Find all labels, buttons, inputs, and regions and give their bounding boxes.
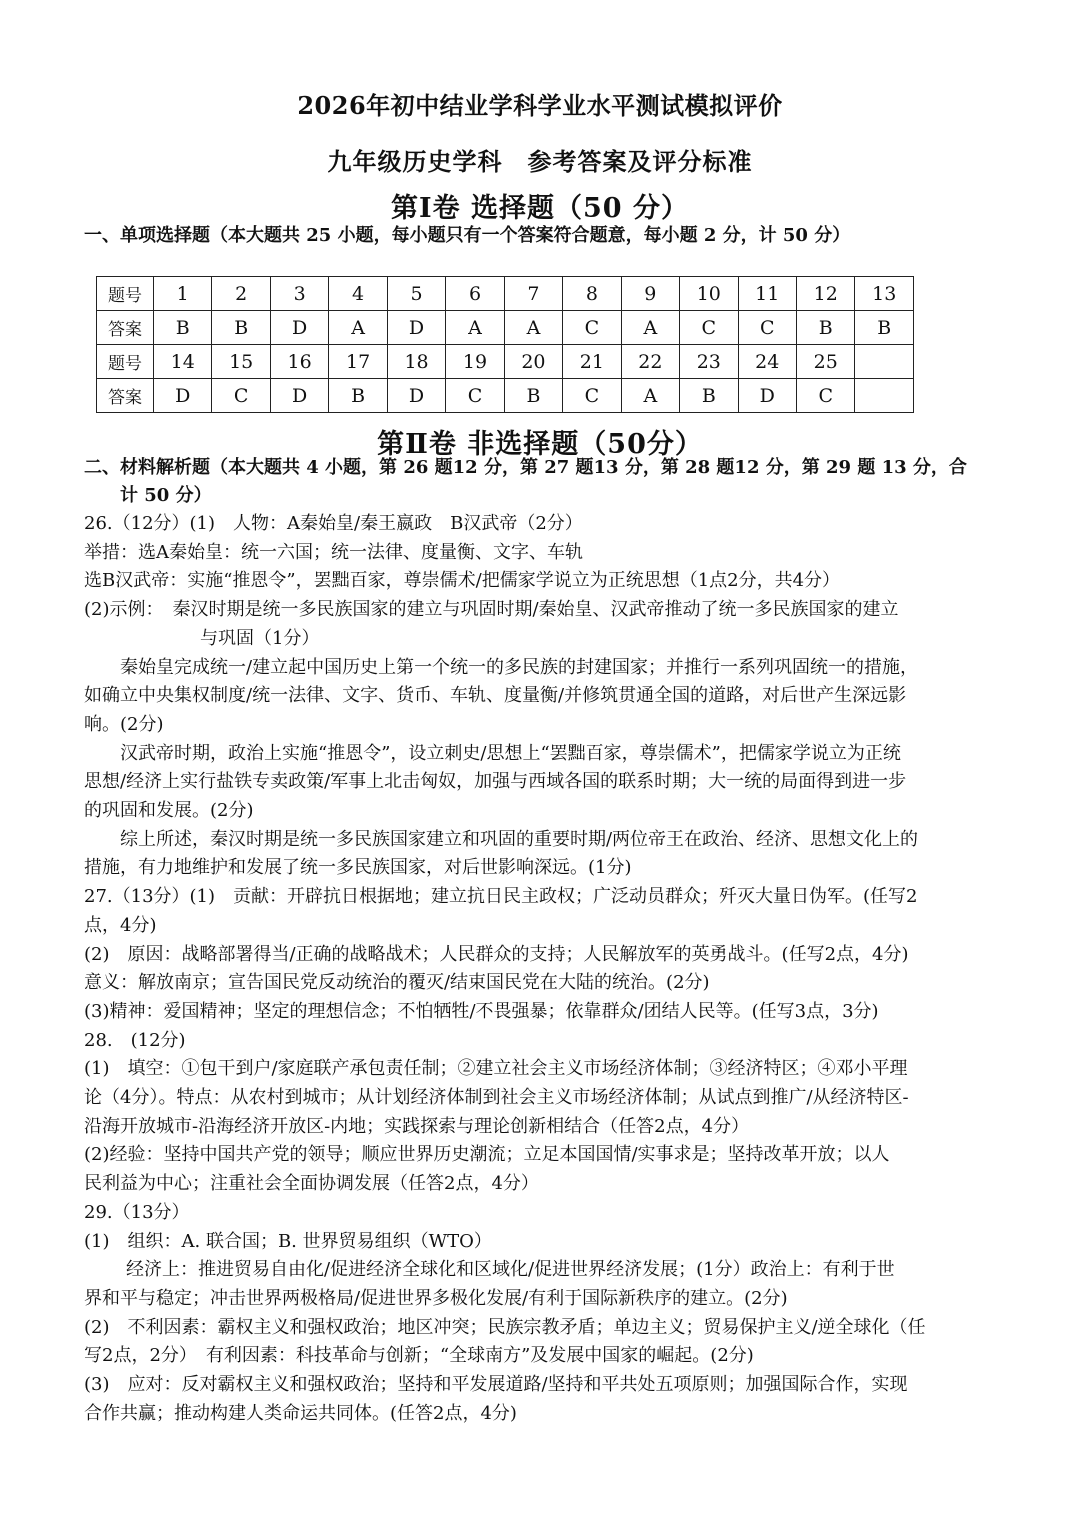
table-row (97, 311, 914, 345)
page-title: 2026年初中结业学科学业水平测试模拟评价 (297, 91, 783, 120)
question-number: 8 (563, 277, 621, 311)
question-number: 18 (387, 345, 445, 379)
answer-line: 合作共赢；推动构建人类命运共同体。(任答2点，4分) (84, 1402, 517, 1424)
question-number: 10 (680, 277, 738, 311)
answer-line: (2) 不利因素：霸权主义和强权政治；地区冲突；民族宗教矛盾；单边主义；贸易保护主义/逆全球化（任 (84, 1316, 926, 1338)
answer-line: 点，4分) (84, 914, 157, 936)
answer-line: 界和平与稳定；冲击世界两极格局/促进世界多极化发展/有利于国际新秩序的建立。(2分) (84, 1287, 788, 1309)
answer-line: (1) 组织：A. 联合国；B. 世界贸易组织（WTO） (84, 1230, 492, 1252)
answer-line: 如确立中央集权制度/统一法律、文字、货币、车轨、度量衡/并修筑贯通全国的道路，对后世产生深远影 (84, 685, 907, 707)
question-number: 19 (446, 345, 504, 379)
empty-cell (855, 345, 914, 379)
answer-cell: A (446, 311, 504, 345)
answer-body (84, 510, 976, 1429)
answer-cell: D (154, 379, 212, 413)
question-number: 2 (212, 277, 270, 311)
part2-instruction-line: 计 50 分） (120, 485, 212, 506)
part2-instruction (84, 454, 984, 510)
answer-cell: D (738, 379, 796, 413)
table-row (97, 379, 914, 413)
answer-line: 26.（12分）(1) 人物：A秦始皇/秦王嬴政 B汉武帝（2分） (84, 513, 583, 534)
answer-line: (2) 原因：战略部署得当/正确的战略战术；人民群众的支持；人民解放军的英勇战斗。(任写2点，4分) (84, 943, 909, 965)
answer-line: 27.（13分）(1) 贡献：开辟抗日根据地；建立抗日民主政权；广泛动员群众；歼灭大量日伪军。(任写2 (84, 886, 918, 908)
answer-cell: B (329, 379, 387, 413)
answer-line: 沿海开放城市-沿海经济开放区-内地；实践探索与理论创新相结合（任答2点，4分） (84, 1115, 750, 1137)
empty-cell (855, 379, 914, 413)
question-number: 1 (154, 277, 212, 311)
answer-line: 29.（13分） (84, 1201, 190, 1223)
answer-cell: B (504, 379, 562, 413)
answer-cell: C (212, 379, 270, 413)
question-number: 20 (504, 345, 562, 379)
table-row (97, 277, 914, 311)
answer-cell: A (621, 311, 679, 345)
table-row (97, 345, 914, 379)
part1-heading: 第Ⅰ卷 选择题（50 分） (390, 193, 689, 224)
question-number: 6 (446, 277, 504, 311)
row-label: 答案 (97, 379, 154, 413)
answer-cell: D (387, 311, 445, 345)
answer-cell: C (680, 311, 738, 345)
answer-line: (3)精神：爱国精神；坚定的理想信念；不怕牺牲/不畏强暴；依靠群众/团结人民等。(任写3点，3分) (84, 1000, 879, 1022)
answer-line: 响。(2分) (84, 713, 164, 735)
answer-line: (2)示例： 秦汉时期是统一多民族国家的建立与巩固时期/秦始皇、汉武帝推动了统一多民族国家的建立 (84, 599, 899, 621)
question-number: 21 (563, 345, 621, 379)
answer-line: 综上所述，秦汉时期是统一多民族国家建立和巩固的重要时期/两位帝王在政治、经济、思想文化上的 (120, 828, 919, 850)
row-label: 题号 (97, 345, 154, 379)
answer-cell: D (270, 311, 328, 345)
answer-line: 思想/经济上实行盐铁专卖政策/军事上北击匈奴，加强与西域各国的联系时期；大一统的局面得到进一步 (84, 771, 907, 793)
question-number: 12 (796, 277, 854, 311)
answer-line: 的巩固和发展。(2分) (84, 800, 254, 822)
answer-line: 选B汉武帝：实施“推恩令”，罢黜百家，尊崇儒术/把儒家学说立为正统思想（1点2分，共4分） (84, 570, 841, 592)
answer-cell: A (504, 311, 562, 345)
answer-line: (3) 应对：反对霸权主义和强权政治；坚持和平发展道路/坚持和平共处五项原则；加强国际合作，实现 (84, 1374, 908, 1396)
answer-line: 与巩固（1分） (200, 627, 320, 649)
answer-line: 汉武帝时期，政治上实施“推恩令”，设立刺史/思想上“罢黜百家，尊崇儒术”，把儒家学说立为正统 (120, 742, 901, 764)
answer-cell: C (446, 379, 504, 413)
answer-cell: C (563, 379, 621, 413)
answer-line: 民利益为中心；注重社会全面协调发展（任答2点，4分） (84, 1173, 539, 1195)
answer-cell: A (329, 311, 387, 345)
answer-line: 经济上：推进贸易自由化/促进经济全球化和区域化/促进世界经济发展；(1分）政治上：有利于世 (126, 1259, 895, 1281)
question-number: 16 (270, 345, 328, 379)
part2-heading: 第Ⅱ卷 非选择题（50分） (377, 429, 703, 460)
answer-cell: B (212, 311, 270, 345)
answer-line: (2)经验：坚持中国共产党的领导；顺应世界历史潮流；立足本国国情/实事求是；坚持改革开放；以人 (84, 1144, 890, 1166)
question-number: 7 (504, 277, 562, 311)
answer-cell: B (796, 311, 854, 345)
answer-line: 论（4分）。特点：从农村到城市；从计划经济体制到社会主义市场经济体制；从试点到推广/从经济特区- (84, 1087, 909, 1109)
answer-line: 举措：选A秦始皇：统一六国；统一法律、度量衡、文字、车轨 (84, 541, 583, 563)
answer-cell: B (680, 379, 738, 413)
row-label: 答案 (97, 311, 154, 345)
question-number: 9 (621, 277, 679, 311)
question-number: 24 (738, 345, 796, 379)
answer-cell: C (738, 311, 796, 345)
answer-line: 意义：解放南京；宣告国民党反动统治的覆灭/结束国民党在大陆的统治。(2分) (84, 972, 710, 994)
part1-instruction: 一、单项选择题（本大题共 25 小题，每小题只有一个答案符合题意，每小题 2 分，计 50 分） (84, 225, 851, 246)
answer-line: (1) 填空：①包干到户/家庭联产承包责任制；②建立社会主义市场经济体制；③经济特区；④邓小平理 (84, 1058, 908, 1080)
answer-line: 写2点，2分） 有利因素：科技革命与创新；“全球南方”及发展中国家的崛起。(2分) (84, 1345, 754, 1367)
part2-instruction-line: 二、材料解析题（本大题共 4 小题，第 26 题12 分，第 27 题13 分，第 28 题12 分，第 29 题 13 分，合 (84, 457, 967, 478)
answer-table (96, 276, 914, 413)
answer-line: 秦始皇完成统一/建立起中国历史上第一个统一的多民族的封建国家；并推行一系列巩固统一的措施， (120, 656, 919, 678)
question-number: 23 (680, 345, 738, 379)
answer-cell: B (154, 311, 212, 345)
question-number: 3 (270, 277, 328, 311)
answer-cell: D (387, 379, 445, 413)
answer-cell: B (855, 311, 914, 345)
row-label: 题号 (97, 277, 154, 311)
answer-cell: D (270, 379, 328, 413)
answer-cell: C (796, 379, 854, 413)
question-number: 22 (621, 345, 679, 379)
answer-cell: A (621, 379, 679, 413)
question-number: 11 (738, 277, 796, 311)
answer-cell: C (563, 311, 621, 345)
question-number: 17 (329, 345, 387, 379)
answer-line: 28. (12分) (84, 1029, 186, 1051)
question-number: 5 (387, 277, 445, 311)
question-number: 13 (855, 277, 914, 311)
question-number: 15 (212, 345, 270, 379)
page-subtitle: 九年级历史学科 参考答案及评分标准 (327, 147, 753, 176)
question-number: 4 (329, 277, 387, 311)
question-number: 14 (154, 345, 212, 379)
answer-line: 措施，有力地维护和发展了统一多民族国家，对后世影响深远。(1分) (84, 857, 632, 879)
question-number: 25 (796, 345, 854, 379)
